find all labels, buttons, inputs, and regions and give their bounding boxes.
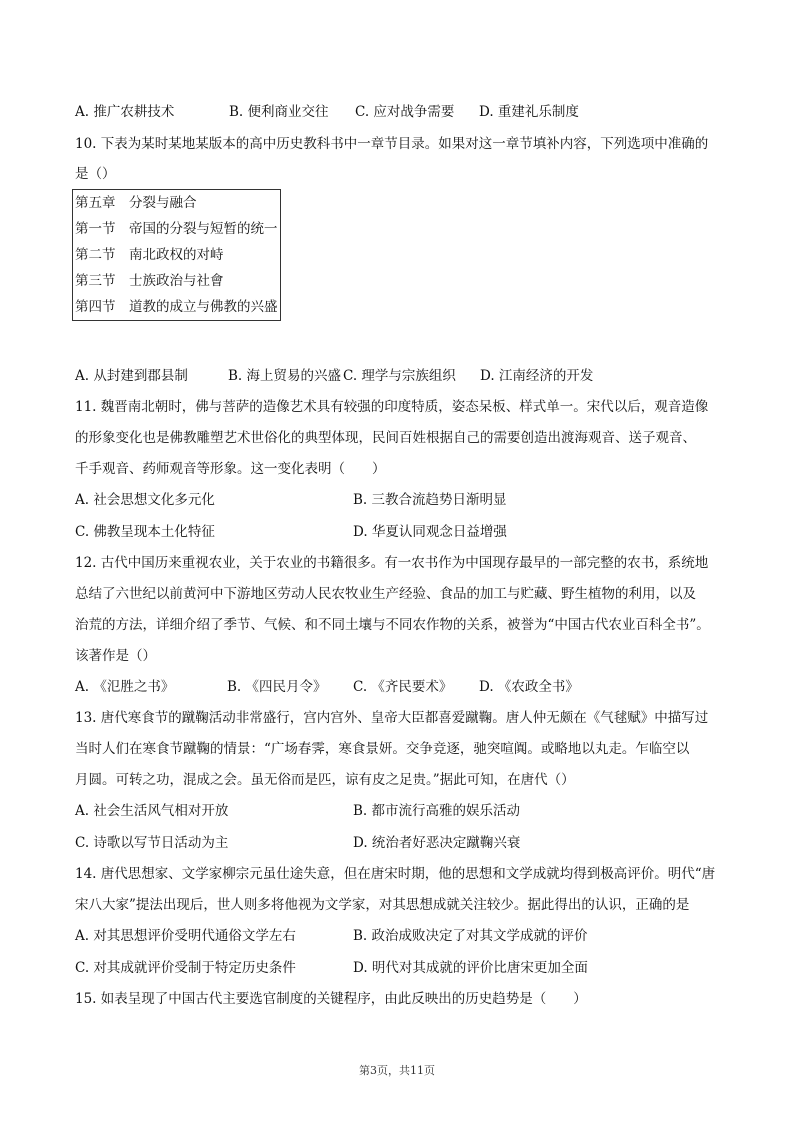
q9-option-b: B. 便利商业交往 [229, 104, 329, 120]
q13-options-row1 [75, 801, 520, 821]
q14-option-c: C. 对其成就评价受制于特定历史条件 [75, 960, 296, 976]
q12-stem-line4: 该著作是（） [75, 648, 156, 664]
q12-option-b: B. 《四民月令》 [227, 679, 327, 695]
q11-option-a: A. 社会思想文化多元化 [75, 492, 215, 508]
q14-option-a: A. 对其思想评价受明代通俗文学左右 [75, 928, 296, 944]
toc-row: 第一节 帝国的分裂与短暂的统一 [75, 221, 278, 237]
page-number-footer: 第3页，共11页 [359, 1064, 435, 1077]
q13-stem-line1: 13. 唐代寒食节的蹴鞠活动非常盛行，宫内宫外、皇帝大臣都喜爱蹴鞠。唐人仲无颇在《气毬赋》中描写过 [75, 710, 709, 726]
q9-option-c: C. 应对战争需要 [355, 104, 455, 120]
q12-option-d: D. 《农政全书》 [479, 679, 579, 695]
q13-stem-line2: 当时人们在寒食节蹴鞠的情景：“广场春霁，寒食景妍。交争竞逐，驰突喧阗。或略地以丸走。乍临空以 [75, 741, 690, 757]
q10-table-of-contents [72, 189, 281, 321]
q11-option-d: D. 华夏认同观念日益增强 [353, 524, 507, 540]
q11-stem-line3: 千手观音、药师观音等形象。这一变化表明（ ） [75, 461, 386, 477]
q11-option-b: B. 三教合流趋势日渐明显 [353, 492, 507, 508]
q12-option-a: A. 《氾胜之书》 [75, 679, 175, 695]
q13-option-b: B. 都市流行高雅的娱乐活动 [353, 803, 521, 819]
q11-options-row2 [75, 522, 507, 542]
q14-options-row1 [75, 926, 588, 946]
q14-stem-line2: 宋八大家”提法出现后，世人则多将他视为文学家，对其思想成就关注较少。据此得出的认识，正确的是 [75, 897, 690, 913]
q14-option-b: B. 政治成败决定了对其文学成就的评价 [353, 928, 588, 944]
q14-option-d: D. 明代对其成就的评价比唐宋更加全面 [353, 960, 588, 976]
q12-stem-line3: 治荒的方法，详细介绍了季节、气候、和不同土壤与不同农作物的关系，被誉为“中国古代农业百科全书”。 [75, 617, 710, 633]
q10-option-c: C. 理学与宗族组织 [343, 368, 456, 384]
q10-option-d: D. 江南经济的开发 [480, 368, 594, 384]
q11-options-row1 [75, 490, 507, 510]
q10-option-a: A. 从封建到郡县制 [75, 368, 188, 384]
q9-options [75, 102, 579, 122]
toc-row: 第二节 南北政权的对峙 [75, 247, 224, 263]
q12-stem-line2: 总结了六世纪以前黄河中下游地区劳动人民农牧业生产经验、食品的加工与贮藏、野生植物的利用，以及 [75, 586, 696, 602]
q13-stem-line3: 月圆。可转之功，混成之会。虽无俗而是匹，谅有皮之足贵。”据此可知，在唐代（） [75, 772, 575, 788]
toc-row: 第四节 道教的成立与佛教的兴盛 [75, 299, 278, 315]
q10-options [75, 366, 593, 386]
q10-stem-line1: 10. 下表为某时某地某版本的高中历史教科书中一章节目录。如果对这一章节填补内容，下列选项中准确的 [75, 136, 709, 152]
q15-stem-line1: 15. 如表呈现了中国古代主要选官制度的关键程序，由此反映出的历史趋势是（ ） [75, 991, 587, 1007]
toc-row: 第三节 士族政治与社會 [75, 273, 224, 289]
q13-option-d: D. 统治者好恶决定蹴鞠兴衰 [353, 835, 521, 851]
q11-stem-line1: 11. 魏晋南北朝时，佛与菩萨的造像艺术具有较强的印度特质，姿态呆板、样式单一。宋代以后，观音造像 [75, 399, 709, 415]
q9-option-d: D. 重建礼乐制度 [479, 104, 579, 120]
q13-option-c: C. 诗歌以写节日活动为主 [75, 835, 229, 851]
q14-options-row2 [75, 958, 588, 978]
q11-option-c: C. 佛教呈现本土化特征 [75, 524, 215, 540]
q11-stem-line2: 的形象变化也是佛教雕塑艺术世俗化的典型体现，民间百姓根据自己的需要创造出渡海观音、送子观音、 [75, 430, 696, 446]
q12-option-c: C. 《齐民要术》 [353, 679, 453, 695]
q13-options-row2 [75, 833, 520, 853]
q12-options [75, 677, 579, 697]
q12-stem-line1: 12. 古代中国历来重视农业，关于农业的书籍很多。有一农书作为中国现存最早的一部完整的农书，系统地 [75, 555, 709, 571]
toc-row: 第五章 分裂与融合 [75, 195, 197, 211]
q13-option-a: A. 社会生活风气相对开放 [75, 803, 229, 819]
q14-stem-line1: 14. 唐代思想家、文学家柳宗元虽仕途失意，但在唐宋时期，他的思想和文学成就均得到极高评价。明代“唐 [75, 866, 716, 882]
q10-option-b: B. 海上贸易的兴盛 [228, 368, 342, 384]
q9-option-a: A. 推广农耕技术 [75, 104, 175, 120]
q10-stem-line2: 是（） [75, 166, 116, 182]
